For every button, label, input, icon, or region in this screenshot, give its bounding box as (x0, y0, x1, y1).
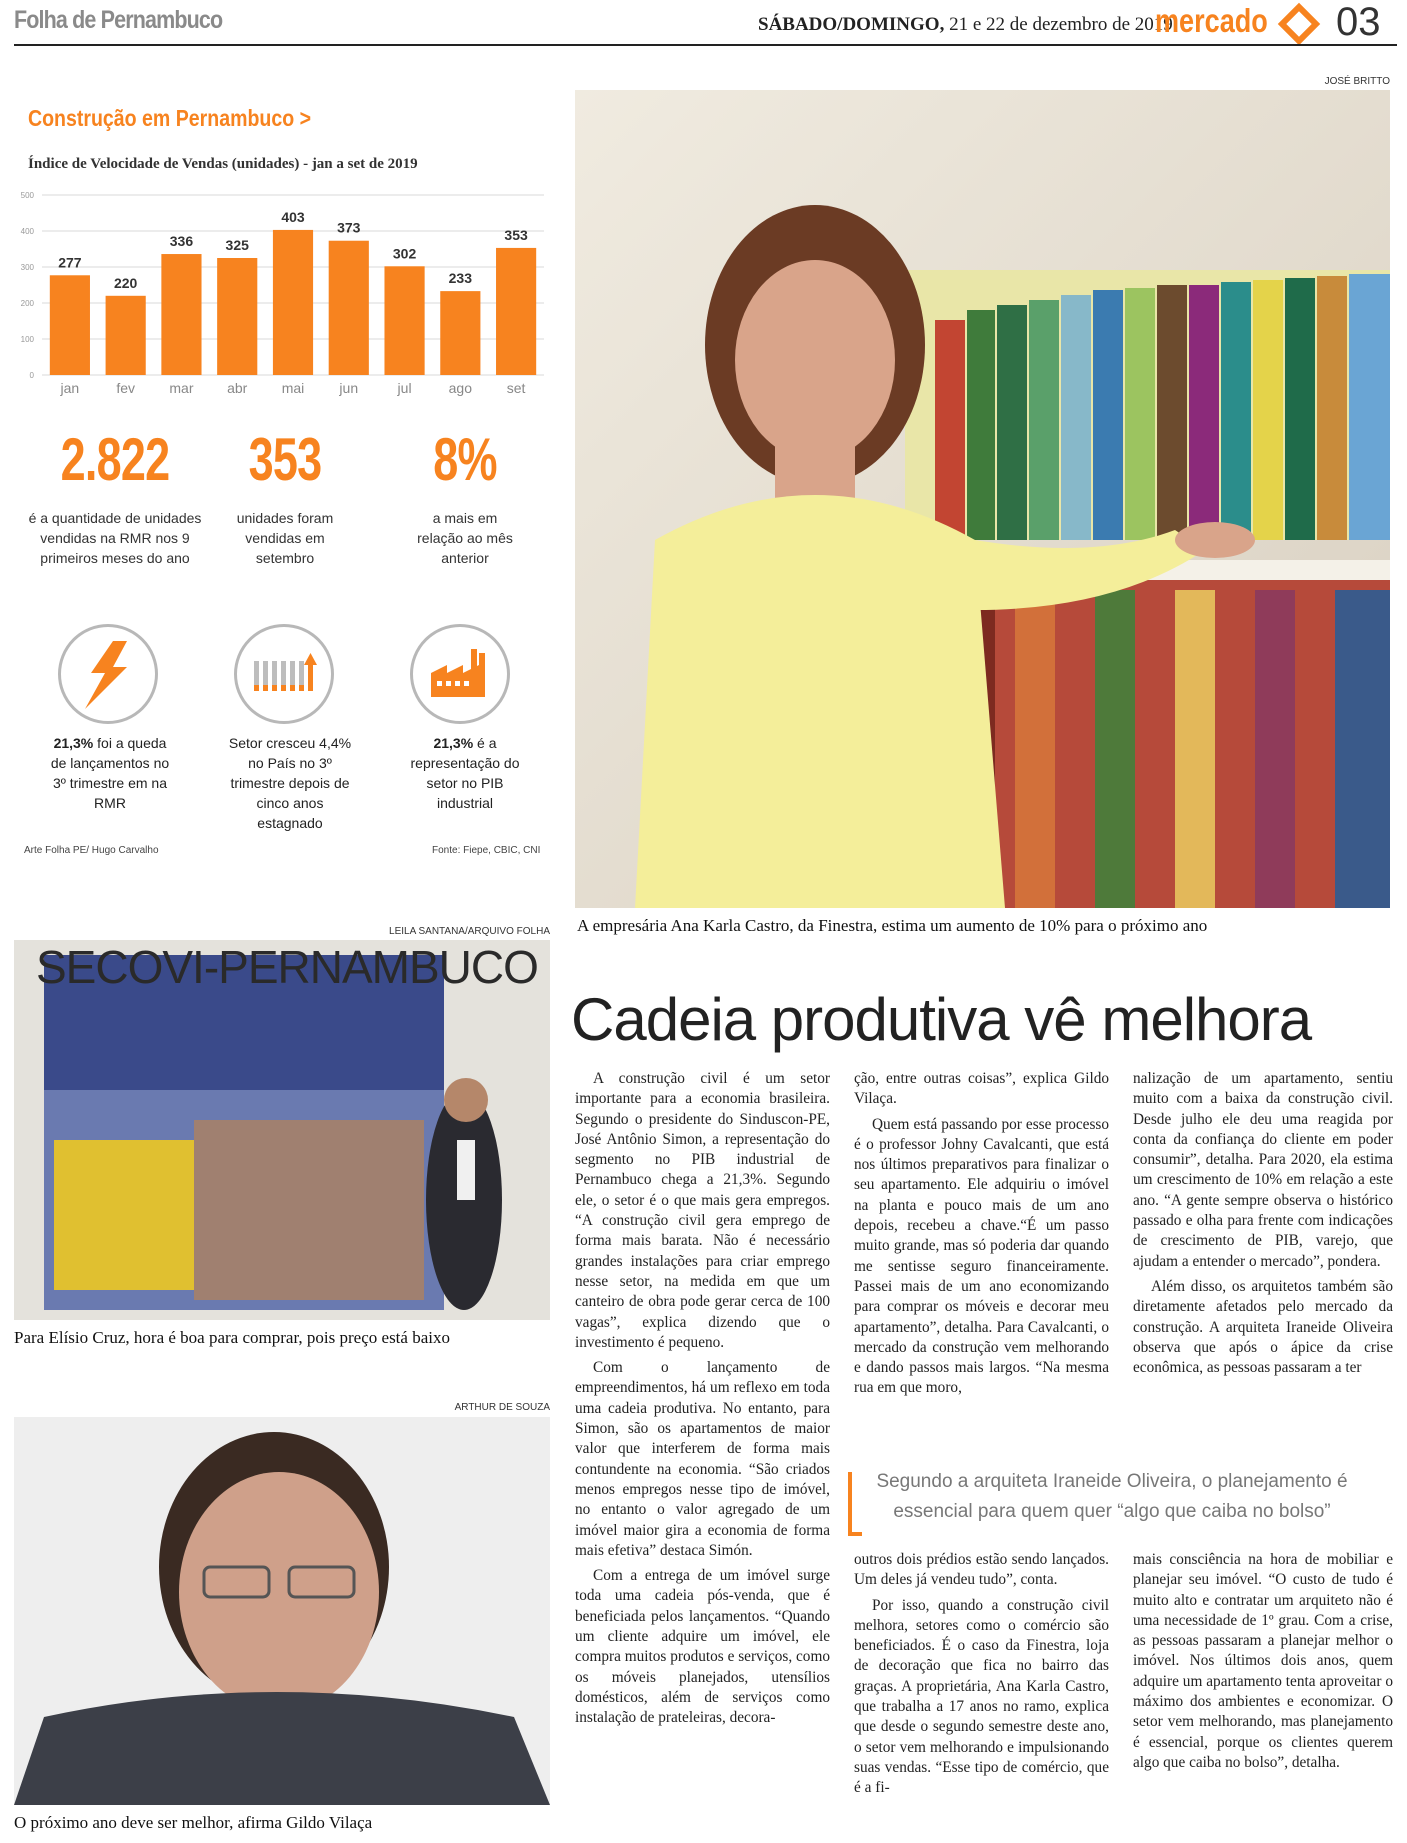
bar-value-label: 403 (281, 208, 305, 225)
article-column-3-top (1133, 1069, 1393, 1383)
fact-text-1 (45, 733, 175, 813)
article-column-3-bottom (1133, 1550, 1393, 1778)
fact-highlight-1: 21,3% (53, 735, 94, 751)
source-credit: Fonte: Fiepe, CBIC, CNI (432, 845, 541, 856)
x-tick-label: mar (169, 380, 194, 396)
header-rule (14, 44, 1397, 46)
y-tick-label: 200 (20, 299, 34, 308)
article-column-2-bottom (854, 1550, 1109, 1804)
bar (50, 275, 90, 375)
bar-value-label: 325 (225, 237, 249, 253)
col2-paragraph-4: Por isso, quando a construção civil melhora, setores como o comércio são beneficiados. É o caso da Finestra, loja de decoração que fica no bairro das graças. A proprietária, Ana Karla Castro, que trabalha a 17 anos no ramo, explica que desde o segundo semestre deste ano, o setor vem melhorando e impulsionando suas vendas. “Esse tipo de comércio, que é a fi- (854, 1596, 1109, 1797)
x-tick-label: set (506, 380, 526, 396)
article-headline: Cadeia produtiva vê melhora (571, 986, 1312, 1053)
y-tick-label: 300 (20, 263, 34, 272)
fact-body-3: é a representação do setor no PIB industrial (410, 735, 520, 811)
pullquote-text: Segundo a arquiteta Iraneide Oliveira, o planejamento é essencial para quem quer “algo que caiba no bolso” (876, 1471, 1348, 1522)
article-column-1 (575, 1069, 830, 1734)
masthead: Folha de Pernambuco (14, 6, 223, 34)
fact-highlight-3: 21,3% (433, 735, 474, 751)
stat-desc-2: unidades foram vendidas em setembro (236, 510, 334, 566)
x-tick-label: fev (116, 380, 136, 396)
dateline (758, 14, 1173, 36)
bar (106, 296, 146, 375)
x-tick-label: mai (281, 380, 305, 396)
fact-text-3 (400, 733, 530, 813)
bar (329, 241, 369, 375)
col2-paragraph-3: outros dois prédios estão sendo lançados. Um deles já vendeu tudo”, conta. (854, 1551, 1109, 1589)
secovi-photo (14, 940, 550, 1320)
bar-growth-icon (234, 624, 334, 724)
col3-paragraph-3: mais consciência na hora de mobiliar e planejar seu imóvel. “O custo de tudo é muito alto e contratar um arquiteto não é uma necessidade de 1º grau. Com a crise, as pessoas passaram a planejar melhor o imóvel. Nos últimos dois anos, quem adquire um apartamento tenta aproveitar o máximo dos ambientes e economizar. O setor vem melhorando, mas planejamento é essencial, porque os clientes querem algo que caiba no bolso”, detalha. (1133, 1551, 1393, 1771)
section-label: mercado (1155, 2, 1268, 39)
stat-value-3: 8% (433, 426, 497, 493)
y-tick-label: 0 (29, 371, 34, 380)
stat-desc-3: a mais em relação ao mês anterior (417, 510, 513, 566)
y-tick-label: 100 (20, 335, 34, 344)
falling-arrow-icon (58, 624, 158, 724)
secovi-photo-caption: Para Elísio Cruz, hora é boa para comprar, pois preço está baixo (14, 1328, 450, 1347)
secovi-banner-text: SECOVI-PERNAMBUCO (36, 941, 538, 993)
article-column-2-top (854, 1069, 1109, 1404)
infographic-title: Construção em Pernambuco > (28, 105, 312, 131)
bar-value-label: 336 (169, 233, 194, 250)
x-tick-label: jan (60, 380, 80, 396)
col1-paragraph-3: Com a entrega de um imóvel surge toda uma cadeia pós-venda, que é beneficiada pelos lançamentos. “Quando um cliente adquire um imóvel, ele compra muitos produtos e serviços, como os móveis planejados, utensílios domésticos, além de serviços como instalação de prateleiras, decora- (575, 1567, 830, 1727)
secovi-photo-credit: LEILA SANTANA/ARQUIVO FOLHA (389, 926, 550, 937)
bar-value-label: 277 (58, 254, 82, 271)
bar (161, 254, 201, 375)
col3-paragraph-2: Além disso, os arquitetos também são diretamente afetados pelo mercado da construção. A arquiteta Iraneide Oliveira observa que após o ápice da crise econômica, as pessoas passaram a ter (1133, 1277, 1393, 1377)
sales-bar-chart (14, 185, 554, 405)
chart-title: Índice de Velocidade de Vendas (unidades) - jan a set de 2019 (28, 156, 418, 172)
pullquote (848, 1467, 1358, 1542)
fact-body-1: foi a queda de lançamentos no 3º trimestre em na RMR (50, 735, 170, 811)
factory-icon (410, 624, 510, 724)
gildo-photo-caption: O próximo ano deve ser melhor, afirma Gildo Vilaça (14, 1813, 373, 1832)
bar-value-label: 302 (392, 245, 417, 262)
bar-value-label: 220 (113, 274, 138, 291)
gildo-photo-credit: ARTHUR DE SOUZA (454, 1402, 550, 1413)
x-tick-label: jun (339, 380, 359, 396)
bar-value-label: 233 (448, 270, 473, 287)
x-tick-label: ago (448, 380, 473, 396)
bar (384, 266, 424, 375)
col1-paragraph-1: A construção civil é um setor importante para a economia brasileira. Segundo o presidente do Sinduscon-PE, José Antônio Simon, a representação do segmento no PIB industrial de Pernambuco chega a 21,3%. Segundo ele, o setor é o que mais gera empregos. “A construção civil gera emprego de forma mais barata. Não é necessário grandes instalações para criar emprego nesse setor, na medida em que um canteiro de obra pode gerar cerca de 100 vagas”, explica dizendo que o investimento é pequeno. (575, 1070, 830, 1351)
page-number: 03 (1336, 0, 1381, 44)
main-photo (575, 90, 1390, 908)
art-credit: Arte Folha PE/ Hugo Carvalho (24, 845, 159, 856)
y-tick-label: 500 (20, 191, 34, 200)
bar (496, 248, 536, 375)
stat-desc-1: é a quantidade de unidades vendidas na RMR nos 9 primeiros meses do ano (28, 510, 202, 566)
x-tick-label: jul (397, 380, 412, 396)
stat-value-2: 353 (248, 426, 322, 493)
date-day: SÁBADO/DOMINGO, (758, 14, 945, 35)
bar (273, 230, 313, 375)
main-photo-caption: A empresária Ana Karla Castro, da Finestra, estima um aumento de 10% para o próximo ano (577, 916, 1208, 935)
bar-value-label: 373 (337, 219, 361, 236)
pullquote-bracket (848, 1472, 862, 1536)
col2-paragraph-2: Quem está passando por esse processo é o professor Johny Cavalcanti, que está nos últimos preparativos para finalizar o seu apartamento. Ele adquiriu o imóvel na planta e pouco mais de um ano depois, recebeu a chave.“É um passo muito grande, mas só poderia dar quando me sentisse seguro financeiramente. Passei mais de um ano economizando para comprar os móveis e decorar meu apartamento”, detalha. Para Cavalcanti, o mercado da construção vem melhorando e dando passos mais largos. “Na mesma rua em que moro, (854, 1115, 1109, 1397)
bar-value-label: 353 (504, 226, 528, 243)
fact-text-2: Setor cresceu 4,4% no País no 3º trimestre depois de cinco anos estagnado (228, 735, 352, 831)
bar (440, 291, 480, 375)
gildo-photo (14, 1417, 550, 1805)
x-tick-label: abr (227, 380, 248, 396)
col3-paragraph-1: nalização de um apartamento, sentiu muito com a baixa da construção civil. Desde julho ele deu uma reagida por conta da confiança do cliente em poder consumir”, detalha. Para 2020, ela estima um crescimento de 10% em relação a este ano. “A gente sempre observa o histórico passado e olha para frente com indicações de crescimento de PIB, varejo, que ajudam a entender o mercado”, pondera. (1133, 1070, 1393, 1270)
diamond-icon (1278, 3, 1320, 45)
date-rest: 21 e 22 de dezembro de 2019 (944, 14, 1173, 35)
main-photo-credit: JOSÉ BRITTO (1324, 76, 1390, 87)
col1-paragraph-2: Com o lançamento de empreendimentos, há um reflexo em toda uma cadeia produtiva. No entanto, para Simon, são os apartamentos de maior valor que interferem de forma mais contundente na economia. “São criados menos empregos nesse tipo de imóvel, no entanto o valor agregado de um imóvel maior gira a economia de forma mais efetiva” destaca Simón. (575, 1359, 830, 1559)
bar (217, 258, 257, 375)
y-tick-label: 400 (20, 227, 34, 236)
stat-value-1: 2.822 (60, 426, 170, 493)
col2-paragraph-1: ção, entre outras coisas”, explica Gildo Vilaça. (854, 1070, 1109, 1108)
